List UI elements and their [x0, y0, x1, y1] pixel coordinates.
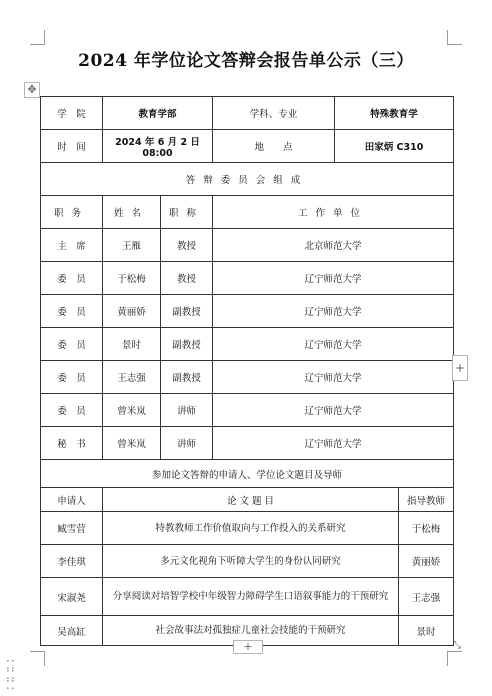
- college-value: 教育学部: [103, 97, 213, 130]
- member-role: 秘 书: [41, 427, 103, 460]
- advisor-name: 王志强: [399, 578, 454, 616]
- member-role: 委 员: [41, 394, 103, 427]
- add-row-plus-icon[interactable]: +: [233, 640, 263, 654]
- member-title: 副教授: [161, 361, 213, 394]
- advisor-name: 黄丽娇: [399, 545, 454, 578]
- committee-row: [41, 262, 454, 295]
- member-role: 委 员: [41, 328, 103, 361]
- crop-mark-bottom-left: [30, 651, 45, 666]
- crop-mark-bottom-right: [447, 651, 462, 666]
- applicant-name: 李佳琪: [41, 545, 103, 578]
- committee-row: [41, 427, 454, 460]
- time-label: 时 间: [41, 130, 103, 163]
- col-header-applicant: 申请人: [41, 488, 103, 512]
- member-unit: 辽宁师范大学: [213, 427, 454, 460]
- member-title: 副教授: [161, 295, 213, 328]
- participant-row: [41, 545, 454, 578]
- committee-row: [41, 394, 454, 427]
- col-header-title: 职称: [161, 196, 213, 229]
- advisor-name: 景时: [399, 616, 454, 646]
- applicant-name: 臧雪营: [41, 512, 103, 545]
- member-unit: 辽宁师范大学: [213, 361, 454, 394]
- applicant-name: 宋淑尧: [41, 578, 103, 616]
- committee-heading: 答辩委员会组成: [41, 163, 454, 196]
- participants-header-row: [41, 488, 454, 512]
- page-title: 2024 年学位论文答辩会报告单公示（三）: [78, 51, 414, 71]
- advisor-name: 于松梅: [399, 512, 454, 545]
- committee-row: [41, 229, 454, 262]
- participants-heading: 参加论文答辩的申请人、学位论文题目及导师: [41, 460, 454, 488]
- member-name: 曾米岚: [103, 427, 161, 460]
- member-unit: 辽宁师范大学: [213, 262, 454, 295]
- table-resize-icon[interactable]: ⤡: [453, 640, 461, 651]
- committee-row: [41, 295, 454, 328]
- table-move-handle-icon[interactable]: ✥: [24, 82, 40, 98]
- report-table: [40, 96, 454, 646]
- member-unit: 北京师范大学: [213, 229, 454, 262]
- member-name: 黄丽娇: [103, 295, 161, 328]
- col-header-role: 职务: [41, 196, 103, 229]
- applicant-name: 吴高缸: [41, 616, 103, 646]
- college-label: 学 院: [41, 97, 103, 130]
- col-header-name: 姓名: [103, 196, 161, 229]
- thesis-topic: 社会故事法对孤独症儿童社会技能的干预研究: [103, 616, 399, 646]
- col-header-topic: 论 文 题 目: [103, 488, 399, 512]
- member-unit: 辽宁师范大学: [213, 295, 454, 328]
- member-name: 景时: [103, 328, 161, 361]
- member-role: 委 员: [41, 262, 103, 295]
- member-role: 委 员: [41, 361, 103, 394]
- major-value: 特殊教育学: [335, 97, 454, 130]
- member-unit: 辽宁师范大学: [213, 394, 454, 427]
- member-title: 副教授: [161, 328, 213, 361]
- member-name: 于松梅: [103, 262, 161, 295]
- add-column-plus-icon[interactable]: +: [452, 355, 468, 381]
- info-row-time: [41, 130, 454, 163]
- member-unit: 辽宁师范大学: [213, 328, 454, 361]
- thesis-topic: 分享阅读对培智学校中年级智力障碍学生口语叙事能力的干预研究: [103, 578, 399, 616]
- thesis-topic: 多元文化视角下听障大学生的身份认同研究: [103, 545, 399, 578]
- crop-mark-top-right: [447, 30, 462, 45]
- crop-mark-top-left: [30, 30, 45, 45]
- member-title: 讲师: [161, 394, 213, 427]
- member-title: 讲师: [161, 427, 213, 460]
- place-label: 地 点: [213, 130, 335, 163]
- member-title: 教授: [161, 229, 213, 262]
- place-value: 田家炳 C310: [335, 130, 454, 163]
- committee-row: [41, 361, 454, 394]
- col-header-advisor: 指导教师: [399, 488, 454, 512]
- info-row-college: [41, 97, 454, 130]
- committee-row: [41, 328, 454, 361]
- col-header-unit: 工作单位: [213, 196, 454, 229]
- time-value: 2024 年 6 月 2 日 08:00: [103, 130, 213, 163]
- member-name: 曾米岚: [103, 394, 161, 427]
- committee-header-row: [41, 196, 454, 229]
- member-role: 委 员: [41, 295, 103, 328]
- major-label: 学科、专业: [213, 97, 335, 130]
- drag-grip-icon[interactable]: ⁚⁚ ⁚⁚ ⁚⁚: [6, 658, 16, 692]
- member-title: 教授: [161, 262, 213, 295]
- member-name: 王雁: [103, 229, 161, 262]
- member-role: 主 席: [41, 229, 103, 262]
- participant-row: [41, 578, 454, 616]
- member-name: 王志强: [103, 361, 161, 394]
- participant-row: [41, 512, 454, 545]
- thesis-topic: 特教教师工作价值取向与工作投入的关系研究: [103, 512, 399, 545]
